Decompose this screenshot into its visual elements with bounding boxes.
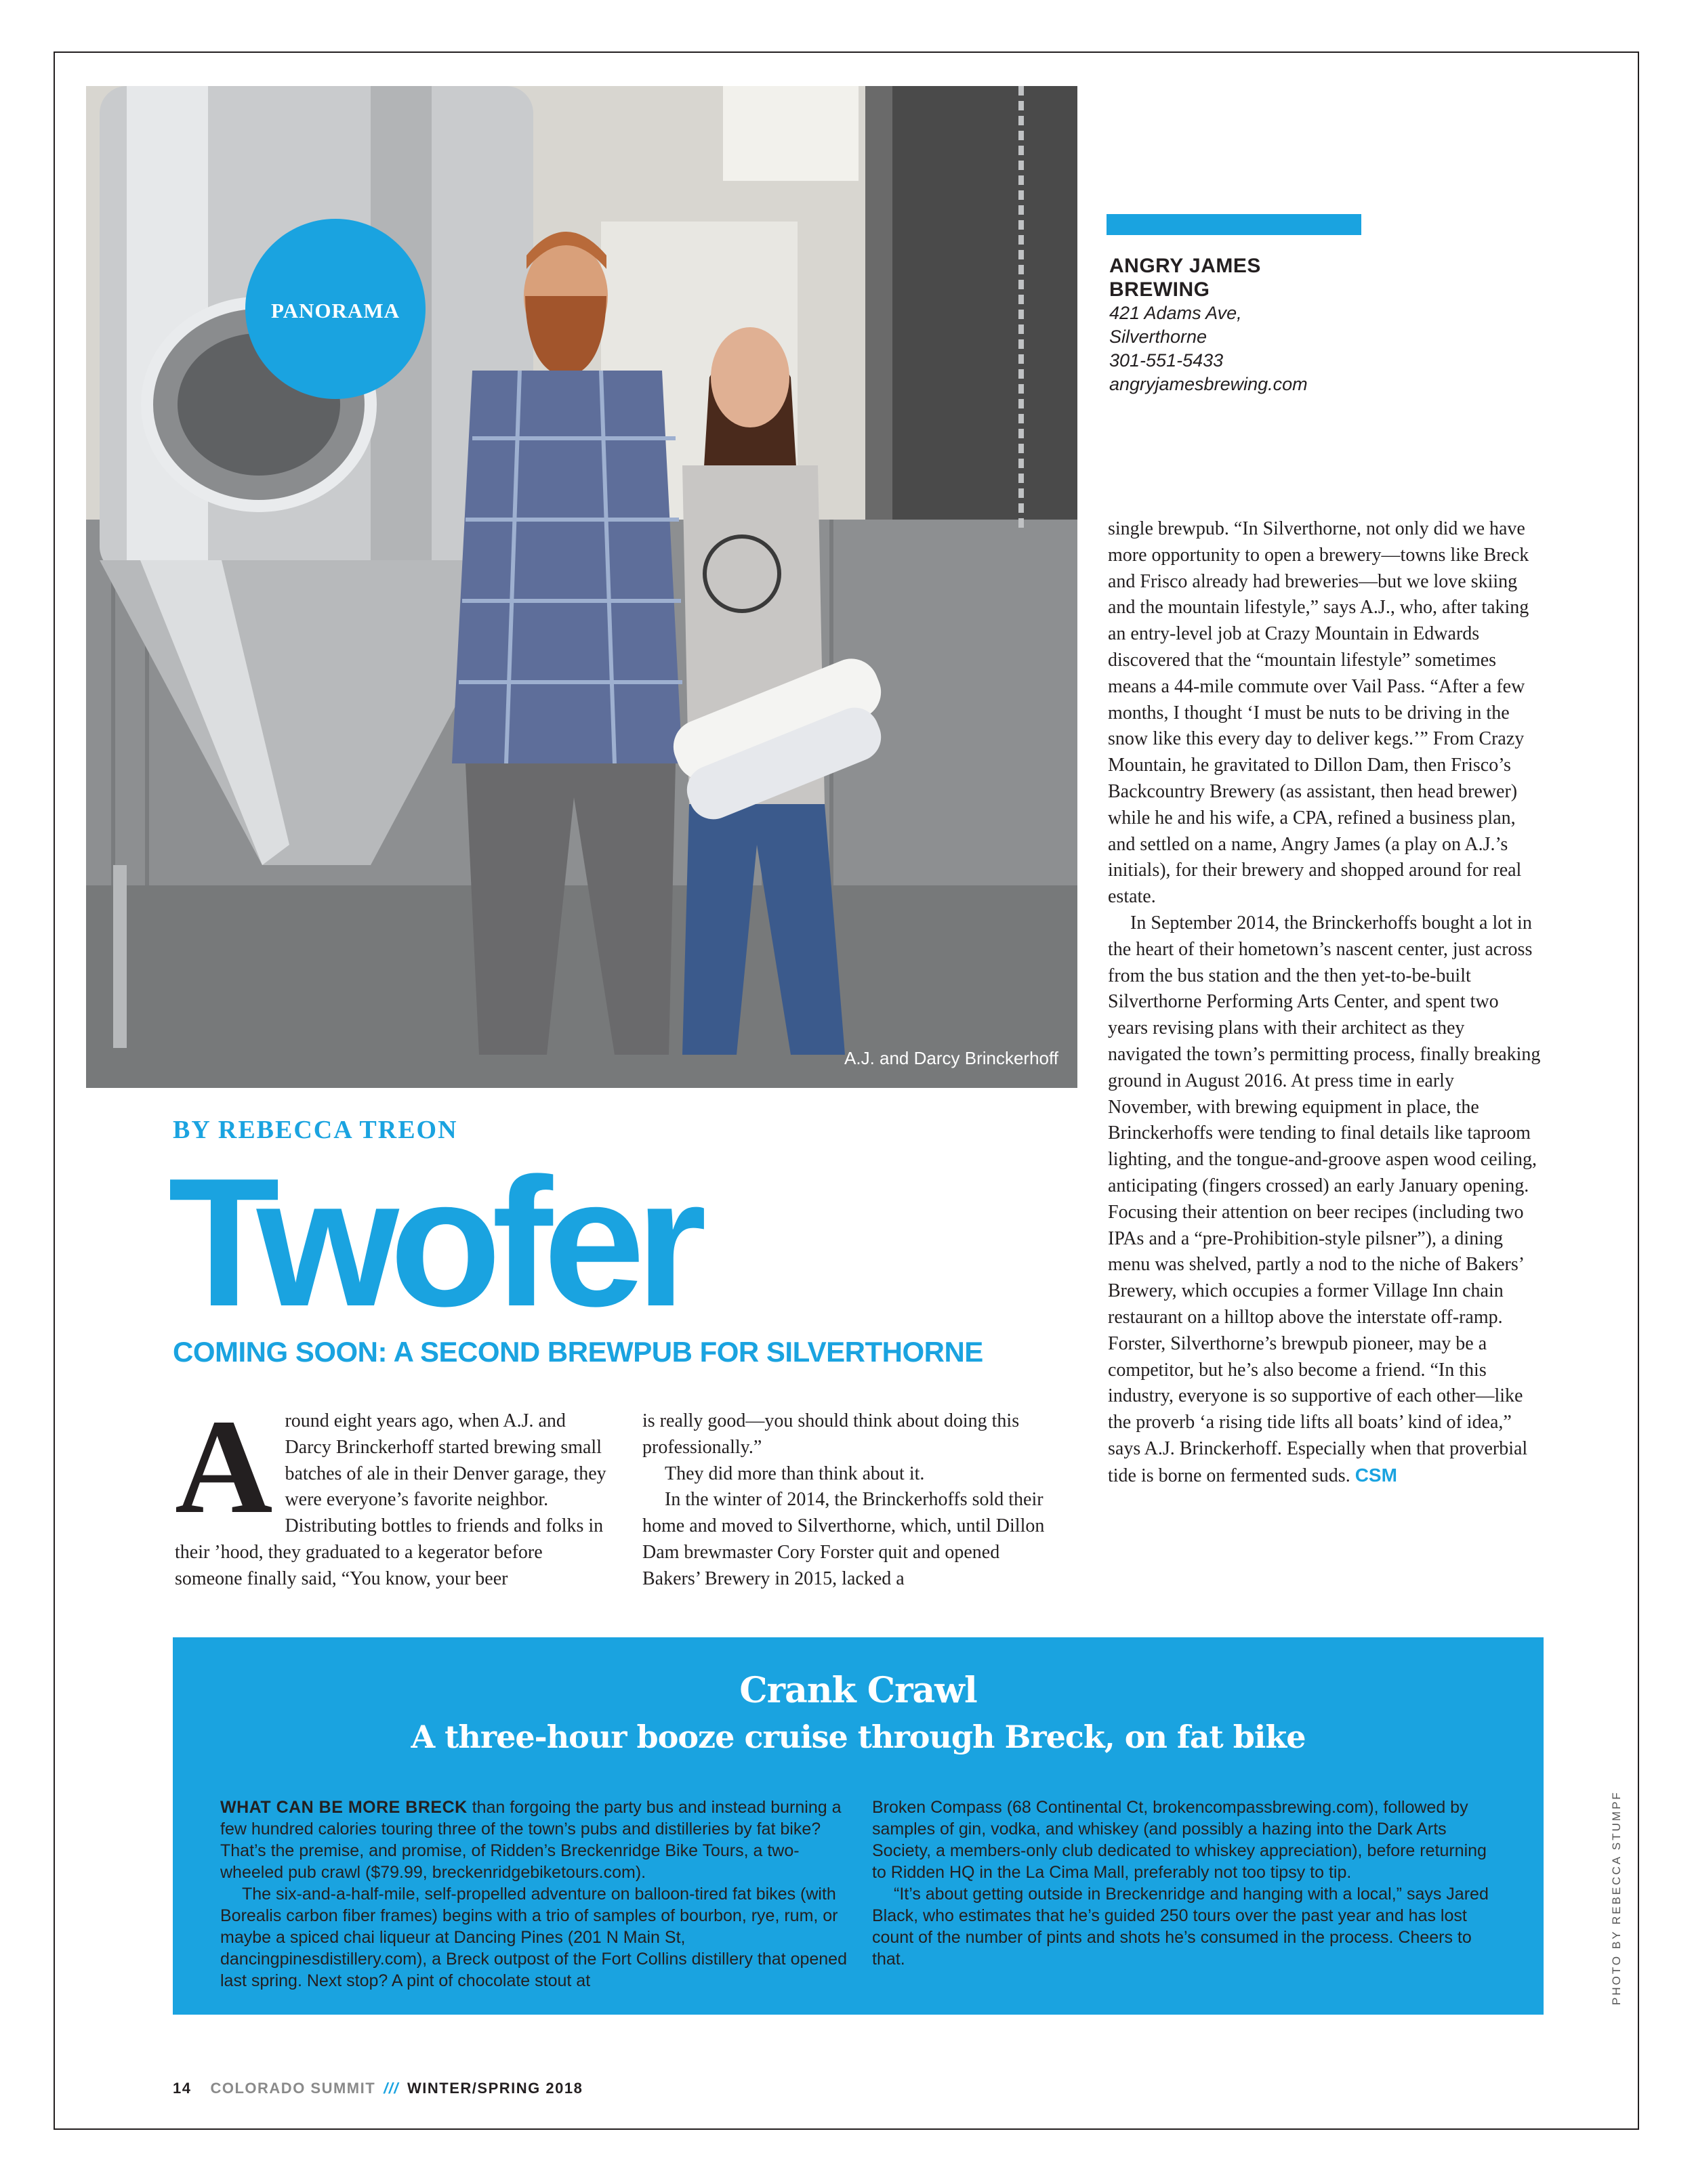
brewery-phone: 301-551-5433 bbox=[1109, 350, 1224, 371]
crank-crawl-paragraph: “It’s about getting outside in Breckenridge and hanging with a local,” says Jared Black, who estimates that he’s guided 250 tours over the past year and has lost count of the number of pints and shots he’s consumed in the process. Cheers to that. bbox=[872, 1885, 1489, 1969]
magazine-name: COLORADO SUMMIT bbox=[210, 2080, 376, 2097]
info-accent-bar bbox=[1107, 214, 1361, 235]
article-deck: COMING SOON: A SECOND BREWPUB FOR SILVERTHORNE bbox=[173, 1336, 983, 1368]
brewery-address-line1: 421 Adams Ave, bbox=[1109, 303, 1242, 323]
brewery-photo-illustration bbox=[86, 86, 1077, 1088]
issue-date: WINTER/SPRING 2018 bbox=[407, 2080, 583, 2097]
article-paragraph: In the winter of 2014, the Brinckerhoffs sold their home and moved to Silverthorne, which, until Dillon Dam brewmaster Cory Forster quit and opened Bakers’ Brewery in 2015, lacked a bbox=[642, 1489, 1045, 1589]
article-paragraph: They did more than think about it. bbox=[665, 1463, 925, 1484]
crank-crawl-paragraph: than forgoing the party bus and instead burning a few hundred calories touring three of the town’s pubs and distilleries by fat bike? That’s the premise, and promise, of Ridden’s Breckenridge Bike Tours, a two-wheeled pub crawl ($79.99, breckenridgebiketours.com). bbox=[220, 1798, 842, 1882]
article-paragraph: is really good—you should think about doing this professionally.” bbox=[642, 1410, 1020, 1458]
brewery-info bbox=[1109, 254, 1394, 396]
article-column-3 bbox=[1108, 516, 1542, 1489]
photo-credit: PHOTO BY REBECCA STUMPF bbox=[1610, 1790, 1623, 2005]
page-number: 14 bbox=[173, 2080, 192, 2097]
article-column-2 bbox=[642, 1408, 1056, 1593]
section-badge bbox=[245, 219, 426, 399]
folio-separator: /// bbox=[384, 2080, 400, 2097]
crank-crawl-leadin: WHAT CAN BE MORE BRECK bbox=[220, 1798, 468, 1817]
byline: BY REBECCA TREON bbox=[173, 1116, 458, 1144]
crank-crawl-column-2 bbox=[872, 1797, 1499, 1970]
end-mark: CSM bbox=[1355, 1464, 1397, 1486]
crank-crawl-paragraph: Broken Compass (68 Continental Ct, brokencompassbrewing.com), followed by samples of gin, vodka, and whiskey (and possibly a hazing into the Dark Arts Society, a members-only club dedicated to whiskey appreciation), before returning to Ridden HQ in the La Cima Mall, preferably not too tipsy to tip. bbox=[872, 1798, 1487, 1882]
section-badge-label: PANORAMA bbox=[271, 299, 400, 322]
article-title: Twofer bbox=[168, 1141, 697, 1345]
crank-crawl-paragraph: The six-and-a-half-mile, self-propelled adventure on balloon-tired fat bikes (with Borealis carbon fiber frames) begins with a trio of samples of bourbon, rye, rum, or maybe a spiced chai liqueur at Dancing Pines (201 N Main St, dancingpinesdistillery.com), a Breck outpost of the Fort Collins distillery that opened last spring. Next stop? A pint of chocolate stout at bbox=[220, 1885, 847, 1990]
feature-photo bbox=[86, 86, 1077, 1088]
article-paragraph: In September 2014, the Brinckerhoffs bought a lot in the heart of their hometown’s nascent center, just across from the bus station and the then yet-to-be-built Silverthorne Performing Arts Center, and spent two years revising plans with their architect as they navigated the town’s permitting process, finally breaking ground in August 2016. At press time in early November, with brewing equipment in place, the Brinckerhoffs were tending to final details like taproom lighting, and the tongue-and-groove aspen wood ceiling, anticipating (fingers crossed) an early January opening. Focusing their attention on beer recipes (including two IPAs and a “pre-Prohibition-style pilsner”), a dining menu was shelved, partly a nod to the niche of Bakers’ Brewery, which occupies a former Village Inn chain restaurant on a hilltop above the interstate off-ramp. Forster, Silverthorne’s brewpub pioneer, may be a competitor, but he’s also become a friend. “In this industry, everyone is so supportive of each other—like the proverb ‘a rising tide lifts all boats’ kind of idea,” says A.J. Brinckerhoff. Especially when that proverbial tide is borne on fermented suds. bbox=[1108, 912, 1541, 1486]
article-paragraph: round eight years ago, when A.J. and Darcy Brinckerhoff started brewing small batches of ale in their Denver garage, they were everyone’s favorite neighbor. Distributing bottles to friends and folks in their ’hood, they graduated to a kegerator before someone finally said, “You know, your beer bbox=[175, 1410, 606, 1589]
brewery-name-line2: BREWING bbox=[1109, 278, 1210, 301]
photo-caption: A.J. and Darcy Brinckerhoff bbox=[844, 1048, 1058, 1068]
article-paragraph: single brewpub. “In Silverthorne, not only did we have more opportunity to open a brewery—towns like Breck and Frisco already had breweries—but we love skiing and the mountain lifestyle,” says A.J., who, after taking an entry-level job at Crazy Mountain in Edwards discovered that the “mountain lifestyle” sometimes means a 44-mile commute over Vail Pass. “After a few months, I thought ‘I must be nuts to be driving in the snow like this every day to deliver kegs.’” From Crazy Mountain, he gravitated to Dillon Dam, then Frisco’s Backcountry Brewery (as assistant, then head brewer) while he and his wife, a CPA, refined a business plan, and settled on a name, Angry James (a play on A.J.’s initials), for their brewery and shopped around for real estate. bbox=[1108, 518, 1529, 908]
brewery-name-line1: ANGRY JAMES bbox=[1109, 255, 1261, 277]
brewery-website: angryjamesbrewing.com bbox=[1109, 374, 1308, 394]
drop-cap: A bbox=[175, 1392, 273, 1542]
page-folio bbox=[173, 2080, 583, 2097]
crank-crawl-title: Crank Crawl bbox=[739, 1670, 977, 1711]
brewery-address-line2: Silverthorne bbox=[1109, 327, 1207, 347]
crank-crawl-subtitle: A three-hour booze cruise through Breck, on fat bike bbox=[411, 1719, 1306, 1755]
crank-crawl-column-1 bbox=[220, 1797, 847, 1992]
article-column-1 bbox=[175, 1392, 608, 1593]
